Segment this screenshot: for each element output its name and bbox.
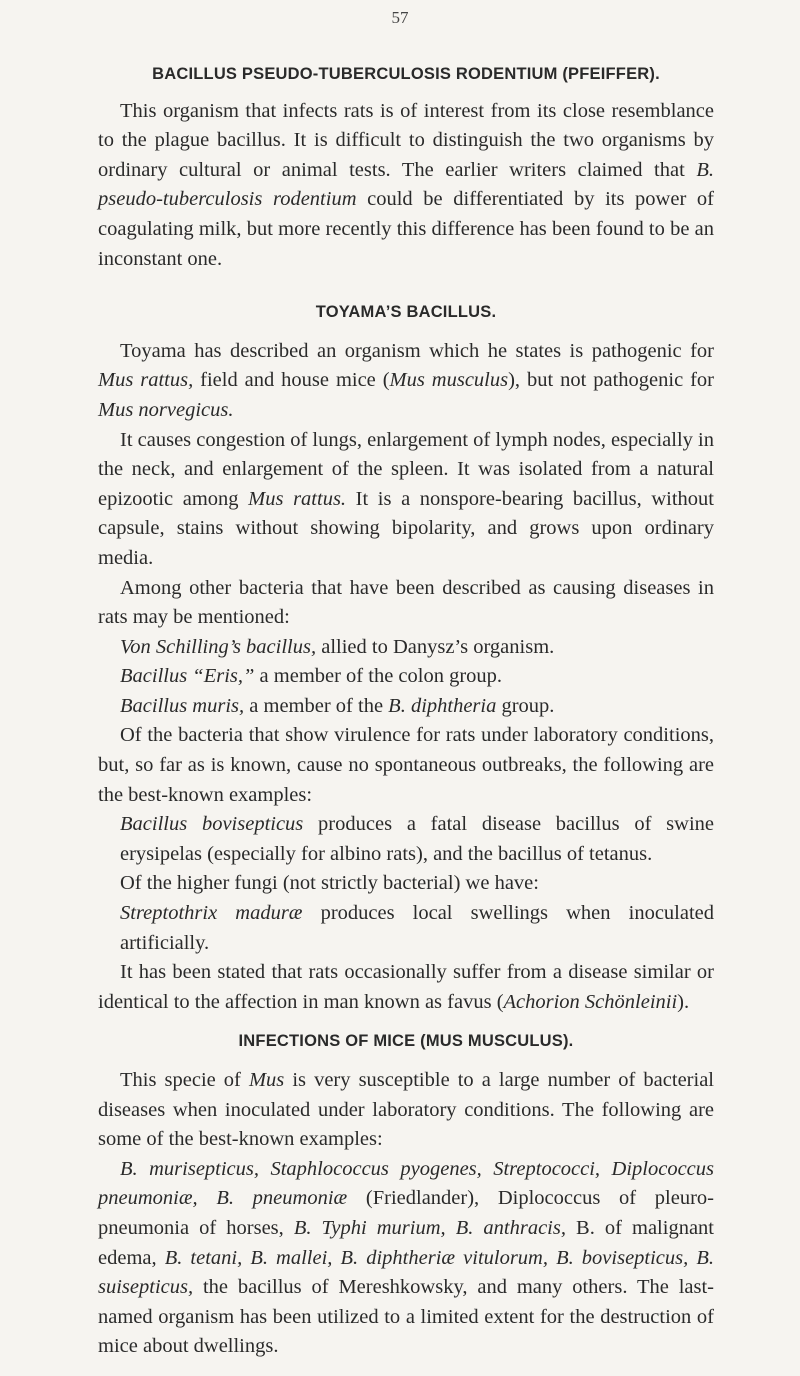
toyama-paragraph-6: It has been stated that rats occasionally suffer from a disease similar or identical to the affection in man known as favus (Achorion Schönleinii).	[98, 961, 714, 1013]
heading-pfeiffer: BACILLUS PSEUDO-TUBERCULOSIS RODENTIUM (PFEIFFER).	[152, 65, 660, 83]
toyama-paragraph-4: Of the bacteria that show virulence for rats under laboratory conditions, but, so far as is known, cause no spontaneous outbreaks, the following are the best-known examples:	[98, 724, 714, 806]
mice-paragraph-1: This specie of Mus is very susceptible to a large number of bacterial diseases when inoculated under laboratory conditions. The following are some of the best-known examples:	[98, 1069, 714, 1151]
list-item: Bacillus muris, a member of the B. diphtheria group.	[120, 694, 555, 717]
toyama-paragraph-1: Toyama has described an organism which he states is pathogenic for Mus rattus, field and house mice (Mus musculus), but not pathogenic for Mus norvegicus.	[98, 339, 715, 421]
list-item: Streptothrix maduræ produces local swellings when inoculated artificially.	[120, 902, 715, 954]
toyama-paragraph-3: Among other bacteria that have been described as causing diseases in rats may be mentioned:	[98, 576, 714, 629]
toyama-paragraph-5: Of the higher fungi (not strictly bacterial) we have:	[120, 872, 539, 895]
list-item: Bacillus “Eris,” a member of the colon group.	[120, 665, 503, 688]
list-item: Bacillus bovisepticus produces a fatal disease bacillus of swine erysipelas (especially for albino rats), and the bacillus of tetanus.	[120, 813, 714, 865]
pfeiffer-paragraph: This organism that infects rats is of interest from its close resemblance to the plague bacillus. It is difficult to distinguish the two organisms by ordinary cultural or animal tests. The earlier writers claimed that B. pseudo-tuberculosis rodentium could be differentiated by its power of coagulating milk, but more recently this difference has been found to be an inconstant one.	[98, 99, 714, 270]
heading-mice: INFECTIONS OF MICE (MUS MUSCULUS).	[238, 1032, 574, 1051]
heading-toyama: TOYAMA’S BACILLUS.	[315, 303, 497, 322]
list-item: Von Schilling’s bacillus, allied to Danysz’s organism.	[120, 635, 555, 658]
page-body	[98, 52, 714, 1362]
page-number: 57	[391, 8, 409, 27]
mice-paragraph-2: B. murisepticus, Staphlococcus pyogenes, Streptococci, Diplococcus pneumoniæ, B. pneumoniæ (Friedlander), Diplococcus of pleuro-pneumonia of horses, B. Typhi murium, B. anthracis, B. of malignant edema, B. tetani, B. mallei, B. diphtheriæ vitulorum, B. bovisepticus, B. suisepticus, the bacillus of Mereshkowsky, and many others. The last-named organism has been utilized to a limited extent for the destruction of mice about dwellings.	[98, 1157, 714, 1358]
toyama-paragraph-2: It causes congestion of lungs, enlargement of lymph nodes, especially in the neck, and enlargement of the spleen. It was isolated from a natural epizootic among Mus rattus. It is a nonspore-bearing bacillus, without capsule, stains without showing bipolarity, and grows upon ordinary media.	[98, 428, 714, 569]
